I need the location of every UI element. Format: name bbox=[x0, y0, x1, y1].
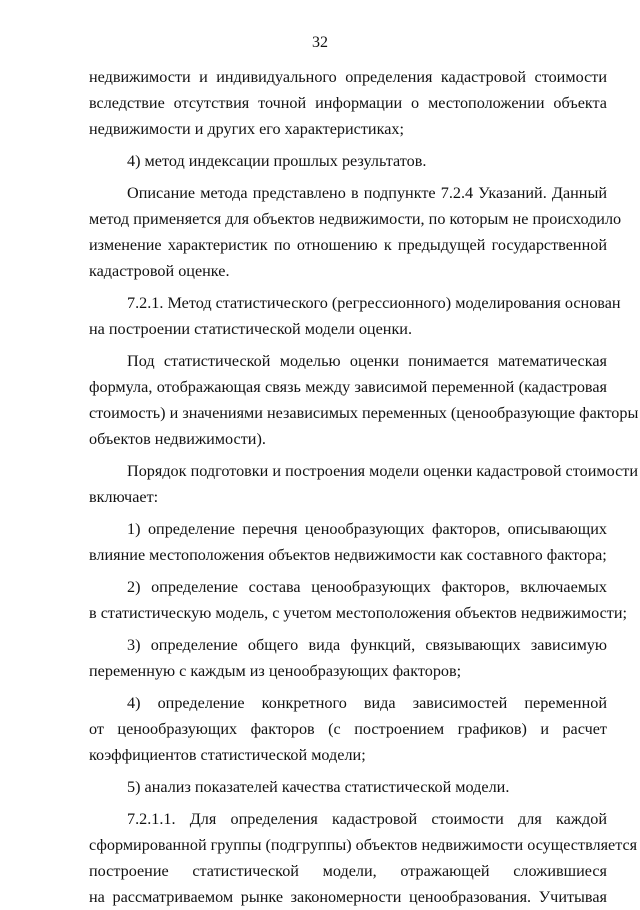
text-line: 7.2.1. Метод статистического (регрессионного) моделирования основан bbox=[127, 294, 621, 312]
text-line: коэффициентов статистической модели; bbox=[89, 746, 366, 764]
list-item bbox=[89, 690, 607, 768]
text-line: влияние местоположения объектов недвижимости как составного фактора; bbox=[89, 546, 607, 564]
section-paragraph bbox=[89, 806, 638, 910]
text-line: 5) анализ показателей качества статистической модели. bbox=[127, 778, 510, 796]
list-item bbox=[89, 148, 607, 174]
page-number: 32 bbox=[312, 34, 328, 51]
text-line: Описание метода представлено в подпункте 7.2.4 Указаний. Данный bbox=[127, 184, 607, 202]
section-paragraph bbox=[89, 290, 621, 342]
text-line: Порядок подготовки и построения модели оценки кадастровой стоимости bbox=[127, 462, 639, 480]
text-line: недвижимости и других его характеристиках; bbox=[89, 120, 404, 138]
text-line: недвижимости и индивидуального определения кадастровой стоимости bbox=[89, 68, 607, 86]
text-line: кадастровой оценке. bbox=[89, 262, 230, 280]
text-line: сформированной группы (подгруппы) объектов недвижимости осуществляется bbox=[89, 836, 638, 854]
text-line: 2) определение состава ценообразующих факторов, включаемых bbox=[127, 578, 607, 596]
text-line: построение статистической модели, отражающей сложившиеся bbox=[89, 862, 607, 880]
paragraph bbox=[89, 180, 622, 284]
text-line: 3) определение общего вида функций, связывающих зависимую bbox=[127, 636, 607, 654]
list-item bbox=[89, 516, 607, 568]
text-line: 7.2.1.1. Для определения кадастровой стоимости для каждой bbox=[127, 810, 607, 828]
list-item bbox=[89, 774, 607, 800]
text-line: вследствие отсутствия точной информации о местоположении объекта bbox=[89, 94, 607, 112]
text-line: переменную с каждым из ценообразующих факторов; bbox=[89, 662, 462, 680]
list-item bbox=[89, 574, 628, 626]
text-line: в статистическую модель, с учетом местоположения объектов недвижимости; bbox=[89, 604, 628, 622]
text-line: 4) метод индексации прошлых результатов. bbox=[127, 152, 427, 170]
text-line: 4) определение конкретного вида зависимостей переменной bbox=[127, 694, 607, 712]
text-line: метод применяется для объектов недвижимости, по которым не происходило bbox=[89, 210, 622, 228]
text-line: объектов недвижимости). bbox=[89, 430, 266, 448]
text-line: изменение характеристик по отношению к предыдущей государственной bbox=[89, 236, 607, 254]
text-line: формула, отображающая связь между зависимой переменной (кадастровая bbox=[89, 378, 607, 396]
body-text bbox=[89, 64, 639, 910]
paragraph bbox=[89, 64, 607, 142]
text-line: включает: bbox=[89, 488, 159, 506]
text-line: на рассматриваемом рынке закономерности ценообразования. Учитывая bbox=[89, 888, 607, 906]
text-line: от ценообразующих факторов (с построением графиков) и расчет bbox=[89, 720, 607, 738]
paragraph bbox=[89, 458, 639, 510]
text-line: 1) определение перечня ценообразующих факторов, описывающих bbox=[127, 520, 607, 538]
text-line: Под статистической моделью оценки понимается математическая bbox=[127, 352, 607, 370]
text-line: на построении статистической модели оценки. bbox=[89, 320, 413, 338]
list-item bbox=[89, 632, 607, 684]
paragraph bbox=[89, 348, 639, 452]
text-line: стоимость) и значениями независимых переменных (ценообразующие факторы bbox=[89, 404, 639, 422]
